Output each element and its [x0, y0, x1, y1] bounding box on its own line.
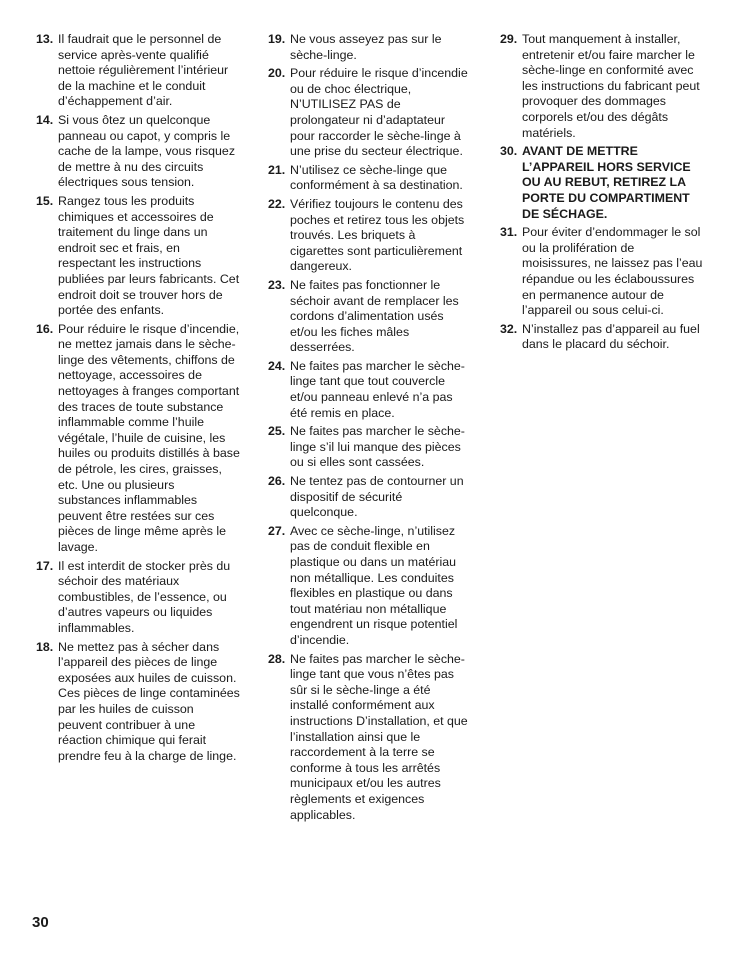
item-text: Avec ce sèche-linge, n’utilisez pas de conduit flexible en plastique ou dans un matériau non métallique. Les conduites flexibles en plastique ou dans tout matériau non métallique engendrent un risque potentiel d’incendie. — [290, 523, 458, 647]
item-number: 18. — [36, 639, 54, 654]
item-number: 14. — [36, 112, 54, 127]
item-number: 19. — [268, 32, 286, 46]
item-text: N’installez pas d’appareil au fuel dans le placard du séchoir. — [522, 321, 700, 352]
safety-instruction-item — [268, 66, 472, 160]
safety-instruction-item — [500, 225, 704, 319]
item-number: 24. — [268, 358, 286, 373]
item-number: 30. — [500, 144, 518, 159]
item-number: 15. — [36, 193, 54, 208]
item-number: 17. — [36, 558, 54, 573]
item-number: 26. — [268, 474, 286, 489]
safety-instruction-item — [268, 474, 472, 521]
item-text: Ne faites pas marcher le sèche-linge tant que tout couvercle et/ou panneau enlevé n’a pas été remis en place. — [290, 358, 465, 420]
item-text: Vérifiez toujours le contenu des poches et retirez tous les objets trouvés. Les briquets à cigarettes sont particulièrement dangereux. — [290, 196, 465, 274]
item-number: 20. — [268, 66, 286, 81]
safety-instruction-item — [36, 640, 240, 765]
item-number: 13. — [36, 32, 54, 46]
item-text: AVANT DE METTRE L’APPAREIL HORS SERVICE OU AU REBUT, RETIREZ LA PORTE DU COMPARTIMENT DE SÉCHAGE. — [522, 144, 691, 221]
safety-instruction-item — [268, 197, 472, 275]
item-text: Ne mettez pas à sécher dans l’appareil des pièces de linge exposées aux huiles de cuisson. Ces pièces de linge contaminées par les huiles de cuisson peuvent contribuer à une réaction chimique qui ferait prendre feu à la charge de linge. — [58, 639, 240, 763]
item-number: 22. — [268, 196, 286, 211]
item-text: Pour éviter d’endommager le sol ou la prolifération de moisissures, ne laissez pas l’eau répandue ou les éclaboussures en permanence autour de l’appareil ou sous celui-ci. — [522, 225, 703, 318]
safety-instruction-item — [36, 322, 240, 556]
item-text: Pour réduire le risque d’incendie, ne mettez jamais dans le sèche-linge des vêtements, chiffons de nettoyage, accessoires de nettoyages à franges comportant des traces de toute substance inflammable comme l’huile végétale, l’huile de cuisine, les huiles ou produits distillés à base de pétrole, les cires, graisses, etc. Une ou plusieurs substances inflammables peuvent être restées sur ces pièces de linge même après le lavage. — [58, 321, 240, 554]
safety-instruction-item — [268, 278, 472, 356]
item-text: Ne faites pas marcher le sèche-linge s’il lui manque des pièces ou si elles sont cassées. — [290, 424, 465, 470]
item-text: Rangez tous les produits chimiques et accessoires de traitement du linge dans un endroit sec et frais, en respectant les instructions publiées par leurs fabricants. Cet endroit doit se trouver hors de portée des enfants. — [58, 193, 240, 318]
item-number: 25. — [268, 424, 286, 439]
safety-instruction-item — [500, 322, 704, 353]
column-1 — [36, 32, 240, 767]
column-2 — [268, 32, 472, 826]
item-text: Si vous ôtez un quelconque panneau ou capot, y compris le cache de la lampe, vous risquez de mettre à nu des circuits électriques sous tension. — [58, 112, 236, 190]
item-number: 32. — [500, 321, 518, 336]
safety-instruction-item — [500, 144, 704, 222]
safety-instruction-item — [500, 32, 704, 141]
item-text: Ne tentez pas de contourner un dispositif de sécurité quelconque. — [290, 474, 464, 520]
safety-instruction-item — [268, 32, 472, 63]
safety-instruction-item — [36, 194, 240, 319]
item-number: 27. — [268, 523, 286, 538]
item-text: N’utilisez ce sèche-linge que conformément à sa destination. — [290, 162, 463, 193]
item-text: Ne faites pas marcher le sèche-linge tant que vous n’êtes pas sûr si le sèche-linge a été installé conformément aux instructions D’installation, et que l’installation ainsi que le raccordement à la terre se conforme à tous les arrêtés municipaux et/ou les autres règlements et exigences applicables. — [290, 651, 468, 822]
safety-instruction-item — [268, 424, 472, 471]
safety-instruction-item — [36, 113, 240, 191]
item-number: 21. — [268, 162, 286, 177]
item-number: 23. — [268, 277, 286, 292]
page-number: 30 — [32, 914, 49, 931]
item-text: Pour réduire le risque d’incendie ou de choc électrique, N’UTILISEZ PAS de prolongateur ni d’adaptateur pour raccorder le sèche-linge à une prise du secteur électrique. — [290, 66, 468, 159]
column-3 — [500, 32, 704, 356]
item-text: Il est interdit de stocker près du séchoir des matériaux combustibles, de l’essence, ou d’autres vapeurs ou liquides inflammables. — [58, 558, 231, 635]
safety-instruction-item — [268, 163, 472, 194]
safety-instruction-item — [36, 32, 240, 110]
safety-instruction-item — [268, 524, 472, 649]
item-text: Il faudrait que le personnel de service après-vente qualifié nettoie régulièrement l’intérieur de la machine et le conduit d’échappement d’air. — [58, 32, 229, 109]
item-number: 31. — [500, 225, 518, 240]
item-number: 16. — [36, 321, 54, 336]
item-text: Ne vous asseyez pas sur le sèche-linge. — [290, 32, 442, 62]
safety-instruction-item — [268, 652, 472, 824]
item-number: 29. — [500, 32, 518, 46]
item-text: Tout manquement à installer, entretenir et/ou faire marcher le sèche-linge en conformité avec les instructions du fabricant peut provoquer des dommages corporels et/ou des dégâts matériels. — [522, 32, 700, 140]
safety-instruction-item — [268, 359, 472, 421]
safety-instruction-item — [36, 559, 240, 637]
item-number: 28. — [268, 651, 286, 666]
item-text: Ne faites pas fonctionner le séchoir avant de remplacer les cordons d’alimentation usés et/ou les fiches mâles desserrées. — [290, 277, 459, 355]
